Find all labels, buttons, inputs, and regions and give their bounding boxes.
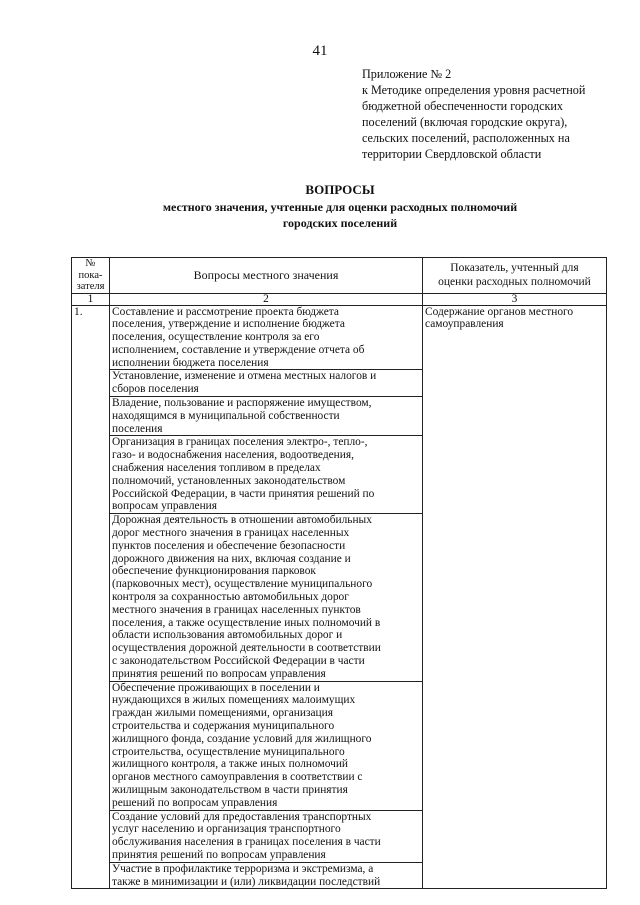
question-cell: Участие в профилактике терроризма и экстремизма, а также в минимизации и (или) ликвидации последствий — [110, 862, 423, 889]
table-header-row — [72, 258, 607, 294]
appendix-line: к Методике определения уровня расчетной — [362, 83, 586, 97]
document-title: ВОПРОСЫ — [305, 182, 375, 197]
question-cell: Обеспечение проживающих в поселении и нуждающихся в жилых помещениях малоимущих граждан жилыми помещениями, организация строительства и содержания муниципального жилищного фонда, создание условий для жилищного строительства, осуществление муниципального жилищного контроля, а также иных полномочий органов местного самоуправления в соответствии с жилищным законодательством в части принятия решений по вопросам управления — [110, 681, 423, 810]
question-cell: Владение, пользование и распоряжение имуществом, находящимся в муниципальной собственности поселения — [110, 397, 423, 436]
appendix-line: сельских поселений, расположенных на — [362, 131, 570, 145]
header-question: Вопросы местного значения — [110, 258, 423, 294]
question-cell: Составление и рассмотрение проекта бюджета поселения, утверждение и исполнение бюджета поселения, осуществление контроля за его исполнением, составление и утверждение отчета об исполнении бюджета поселения — [110, 305, 423, 370]
appendix-line: Приложение № 2 — [362, 67, 452, 81]
column-index-row — [72, 293, 607, 305]
column-index: 1 — [72, 293, 110, 305]
indicator-cell — [423, 305, 607, 889]
question-cell: Создание условий для предоставления транспортных услуг населению и организация транспортного обслуживания населения в границах поселения в части принятия решений по вопросам управления — [110, 810, 423, 862]
appendix-line: бюджетной обеспеченности городских — [362, 99, 564, 113]
header-number-text: № пока- зателя — [76, 258, 105, 292]
appendix-line: территории Свердловской области — [362, 147, 542, 161]
indicator-text: Содержание органов местного самоуправления — [425, 305, 574, 331]
page-number: 41 — [312, 43, 328, 59]
header-indicator — [423, 258, 607, 294]
column-index: 2 — [110, 293, 423, 305]
document-subtitle — [0, 199, 640, 231]
table-row — [72, 305, 607, 370]
question-cell: Установление, изменение и отмена местных налогов и сборов поселения — [110, 370, 423, 397]
appendix-note — [362, 66, 637, 162]
header-indicator-text: Показатель, учтенный для оценки расходных полномочий — [438, 262, 591, 289]
subtitle-line: городских поселений — [282, 216, 398, 230]
header-number — [72, 258, 110, 294]
subtitle-line: местного значения, учтенные для оценки расходных полномочий — [162, 200, 518, 214]
questions-table — [71, 257, 607, 889]
question-cell: Дорожная деятельность в отношении автомобильных дорог местного значения в границах населенных пунктов поселения и обеспечение безопасности дорожного движения на них, включая создание и обеспечение функционирования парковок (парковочных мест), осуществление муниципального контроля за сохранностью автомобильных дорог местного значения в границах населенных пунктов поселения, а также осуществление иных полномочий в области использования автомобильных дорог и осуществления дорожной деятельности в соответствии с законодательством Российской Федерации в части принятия решений по вопросам управления — [110, 514, 423, 681]
appendix-line: поселений (включая городские округа), — [362, 115, 568, 129]
column-index: 3 — [423, 293, 607, 305]
question-cell: Организация в границах поселения электро-, тепло-, газо- и водоснабжения населения, водоотведения, снабжения населения топливом в пределах полномочий, установленных законодательством Российской Федерации, в части принятия решений по вопросам управления — [110, 436, 423, 514]
row-number: 1. — [72, 305, 110, 889]
